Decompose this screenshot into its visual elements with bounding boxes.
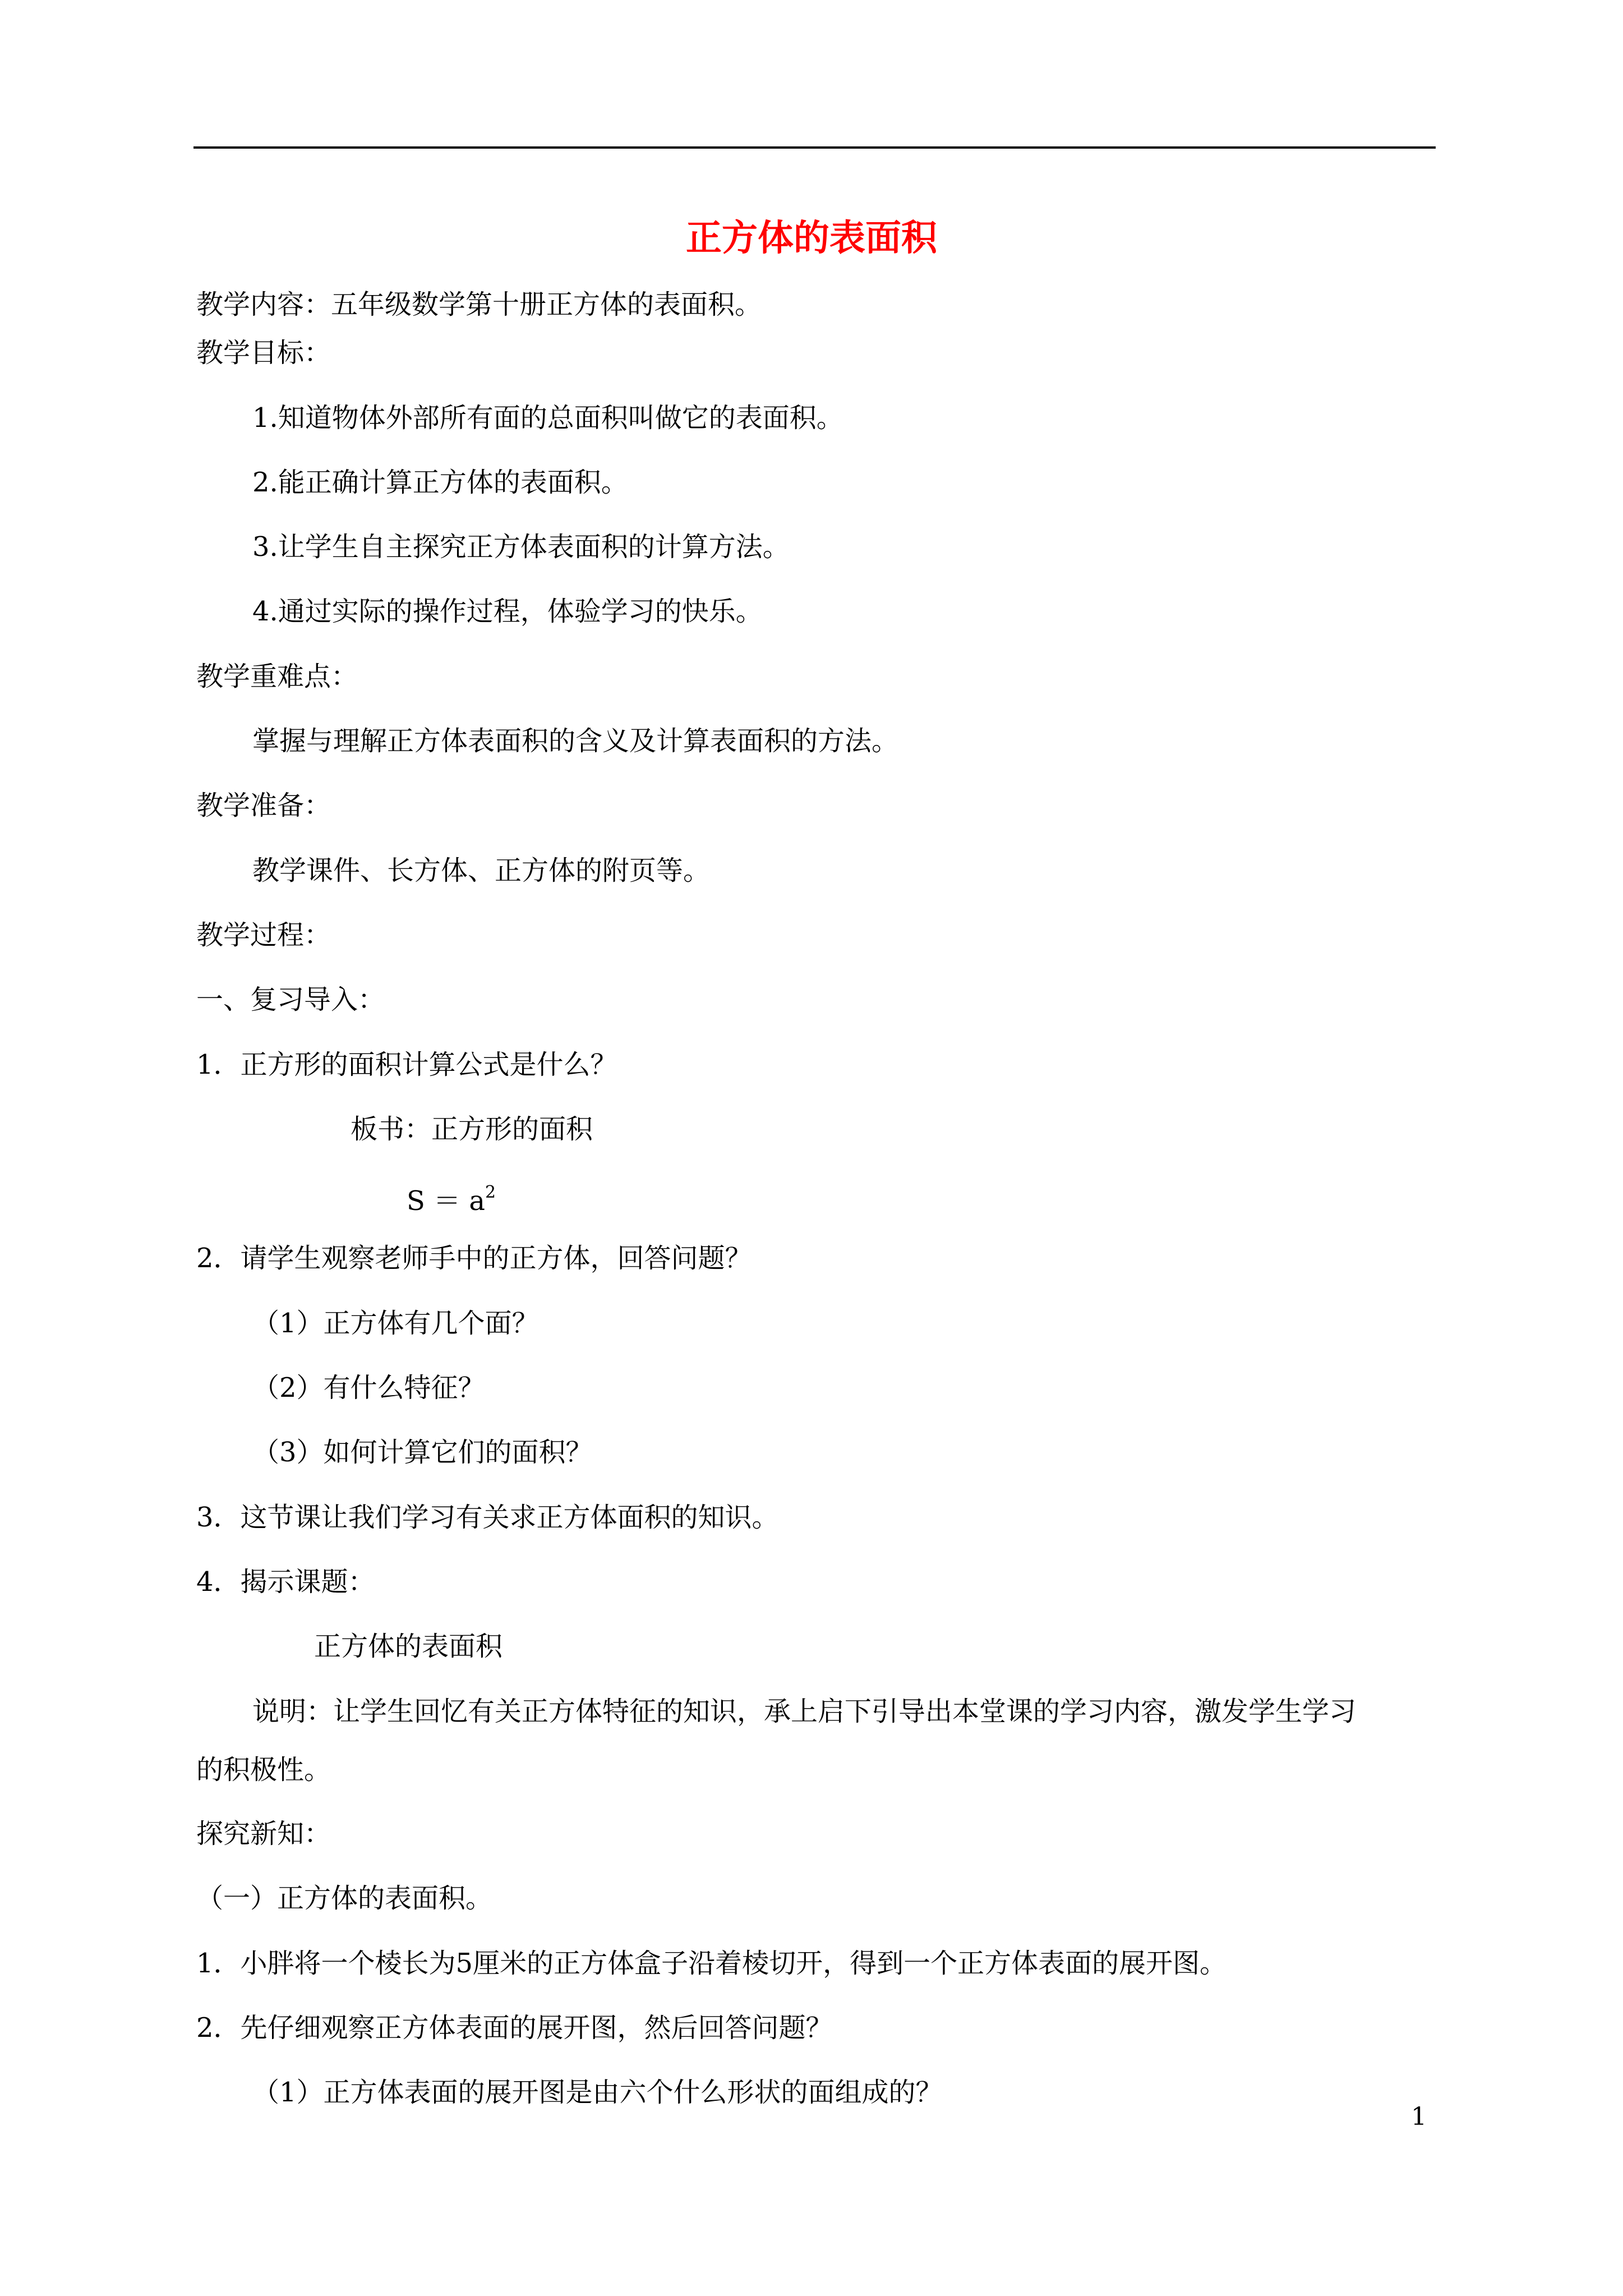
section-heading: （一）正方体的表面积。: [196, 1883, 493, 1914]
list-item: （1）正方体有几个面？: [252, 1308, 539, 1339]
list-item: （3）如何计算它们的面积？: [252, 1437, 593, 1468]
lesson-topic: 正方体的表面积: [314, 1631, 503, 1662]
formula-base: S ＝ a: [407, 1185, 486, 1217]
page-title: 正方体的表面积: [686, 217, 937, 259]
text-line: 教学准备：: [196, 790, 331, 821]
list-item: 4.通过实际的操作过程，体验学习的快乐。: [252, 596, 763, 627]
section-heading: 一、复习导入：: [196, 984, 385, 1015]
formula-exponent: 2: [485, 1182, 496, 1202]
text-line: 教学内容：五年级数学第十册正方体的表面积。: [196, 289, 762, 320]
text-line: 教学重难点：: [196, 661, 358, 692]
text-line: 掌握与理解正方体表面积的含义及计算表面积的方法。: [252, 725, 899, 757]
list-item: 2.能正确计算正方体的表面积。: [252, 467, 628, 498]
header-rule: [193, 146, 1436, 149]
text-line: 教学课件、长方体、正方体的附页等。: [252, 855, 711, 886]
list-item: 3.让学生自主探究正方体表面积的计算方法。: [252, 531, 790, 563]
list-item: 1．正方形的面积计算公式是什么？: [196, 1049, 617, 1080]
list-item: 2．请学生观察老师手中的正方体，回答问题？: [196, 1243, 752, 1274]
list-item: 3．这节课让我们学习有关求正方体面积的知识。: [196, 1502, 779, 1533]
list-item: 4．揭示课题：: [196, 1566, 375, 1598]
list-item: 2．先仔细观察正方体表面的展开图，然后回答问题？: [196, 2012, 833, 2044]
board-note: 板书：正方形的面积: [351, 1114, 593, 1145]
text-line: 教学目标：: [196, 337, 331, 369]
section-heading: 探究新知：: [196, 1818, 331, 1849]
page-number: 1: [1411, 2102, 1427, 2131]
list-item: 1.知道物体外部所有面的总面积叫做它的表面积。: [252, 402, 843, 434]
formula: [407, 1175, 496, 1218]
list-item: （2）有什么特征？: [252, 1372, 485, 1404]
list-item: 1．小胖将一个棱长为5厘米的正方体盒子沿着棱切开，得到一个正方体表面的展开图。: [196, 1948, 1227, 1979]
text-line: 的积极性。: [196, 1754, 331, 1786]
text-line: 教学过程：: [196, 919, 331, 951]
list-item: （1）正方体表面的展开图是由六个什么形状的面组成的？: [252, 2077, 943, 2108]
text-line: 说明：让学生回忆有关正方体特征的知识，承上启下引导出本堂课的学习内容，激发学生学习: [252, 1696, 1357, 1727]
